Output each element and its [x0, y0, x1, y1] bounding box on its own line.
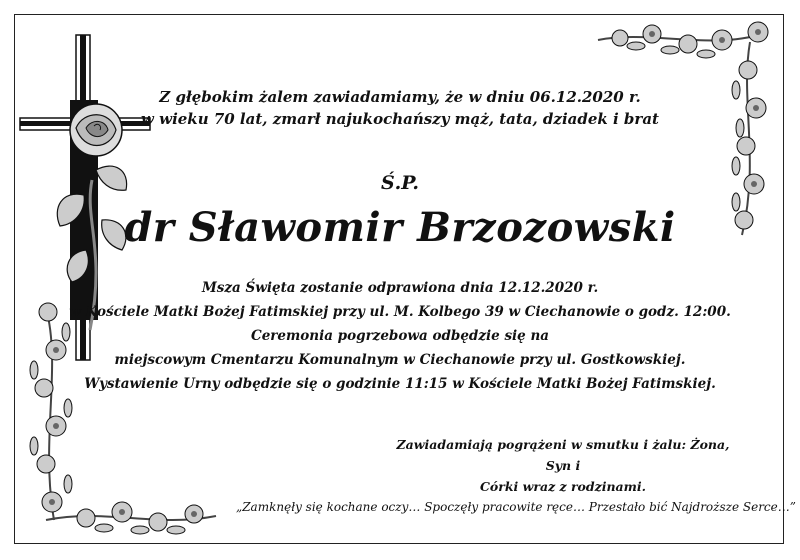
name-prefix: Ś.P.: [380, 172, 420, 194]
announcement-line: miejscowym Cmentarzu Komunalnym w Ciechanowie przy ul. Gostkowskiej.: [114, 352, 686, 368]
announcement-line: Wystawienie Urny odbędzie się o godzinie 11:15 w Kościele Matki Bożej Fatimskiej.: [84, 376, 716, 392]
announcement-line: w Kościele Matki Bożej Fatimskiej przy ul. M. Kolbego 39 w Ciechanowie o godz. 12:00.: [69, 304, 731, 320]
announcement-line: Ceremonia pogrzebowa odbędzie się na: [250, 328, 550, 344]
intro-line-1: Z głębokim żalem zawiadamiamy, że w dniu 06.12.2020 r.: [159, 88, 641, 106]
family-signature: [388, 434, 738, 497]
signature-line-1: Zawiadamiają pogrążeni w smutku i żalu: Żona, Syn i: [396, 437, 730, 473]
intro-text: [0, 86, 800, 130]
announcement-line: Msza Święta zostanie odprawiona dnia 12.12.2020 r.: [201, 280, 599, 296]
funeral-announcement: [0, 276, 800, 396]
memorial-quote: „Zamknęły się kochane oczy… Spoczęły pracowite ręce… Przestało bić Najdroższe Serce…”: [236, 500, 796, 514]
deceased-name: dr Sławomir Brzozowski: [124, 204, 676, 251]
intro-line-2: w wieku 70 lat, zmarł najukochańszy mąż, tata, dziadek i brat: [141, 110, 659, 128]
signature-line-2: Córki wraz z rodzinami.: [479, 479, 646, 494]
